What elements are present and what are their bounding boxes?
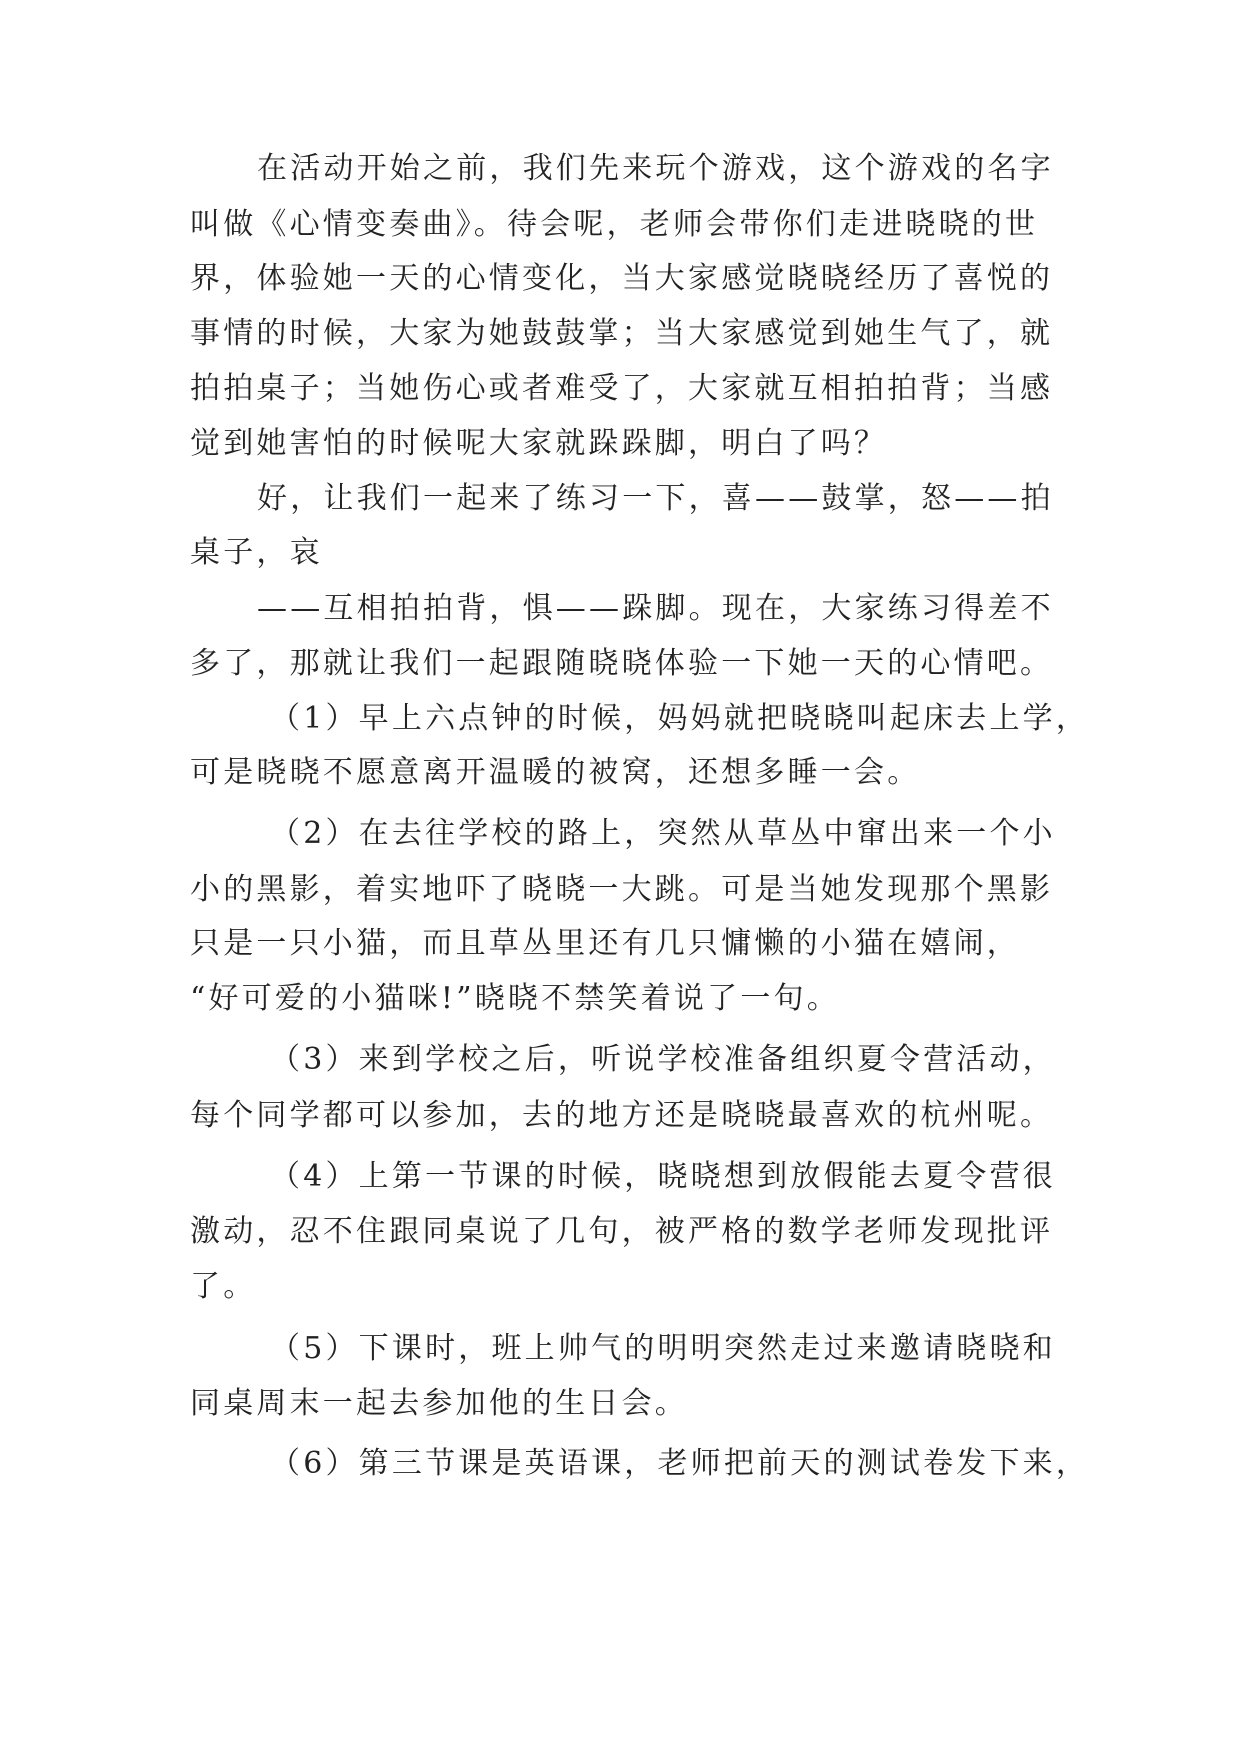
- text-line: （3）来到学校之后，听说学校准备组织夏令营活动，: [270, 1042, 1056, 1077]
- text-line: 每个同学都可以参加，去的地方还是晓晓最喜欢的杭州呢。: [190, 1098, 1054, 1133]
- text-line: 激动，忍不住跟同桌说了几句，被严格的数学老师发现批评: [190, 1214, 1054, 1249]
- text-line: 多了，那就让我们一起跟随晓晓体验一下她一天的心情吧。: [190, 646, 1054, 681]
- text-line: （2）在去往学校的路上，突然从草丛中窜出来一个小: [270, 816, 1056, 851]
- text-line: 界，体验她一天的心情变化，当大家感觉晓晓经历了喜悦的: [190, 261, 1054, 296]
- text-line: ——互相拍拍背，惧——跺脚。现在，大家练习得差不: [257, 591, 1054, 626]
- text-line: 叫做《心情变奏曲》。待会呢，老师会带你们走进晓晓的世: [190, 207, 1039, 242]
- text-line: 好，让我们一起来了练习一下，喜——鼓掌，怒——拍: [257, 481, 1054, 516]
- text-line: （4）上第一节课的时候，晓晓想到放假能去夏令营很: [270, 1159, 1056, 1194]
- text-line: 在活动开始之前，我们先来玩个游戏，这个游戏的名字: [257, 151, 1054, 186]
- text-line: “好可爱的小猫咪!”晓晓不禁笑着说了一句。: [190, 981, 840, 1016]
- text-line: 小的黑影，着实地吓了晓晓一大跳。可是当她发现那个黑影: [190, 872, 1054, 907]
- text-line: 觉到她害怕的时候呢大家就跺跺脚，明白了吗？: [190, 426, 888, 461]
- text-line: （6）第三节课是英语课，老师把前天的测试卷发下来，: [270, 1446, 1090, 1481]
- text-line: （1）早上六点钟的时候，妈妈就把晓晓叫起床去上学，: [270, 701, 1090, 736]
- text-line: 桌子，哀: [190, 535, 323, 570]
- text-line: 同桌周末一起去参加他的生日会。: [190, 1386, 688, 1421]
- text-line: （5）下课时，班上帅气的明明突然走过来邀请晓晓和: [270, 1331, 1056, 1366]
- text-line: 可是晓晓不愿意离开温暖的被窝，还想多睡一会。: [190, 755, 921, 790]
- text-line: 事情的时候，大家为她鼓鼓掌；当大家感觉到她生气了，就: [190, 316, 1054, 351]
- text-line: 了。: [190, 1269, 257, 1304]
- text-line: 只是一只小猫，而且草丛里还有几只慵懒的小猫在嬉闹，: [190, 926, 1020, 961]
- text-line: 拍拍桌子；当她伤心或者难受了，大家就互相拍拍背；当感: [190, 371, 1054, 406]
